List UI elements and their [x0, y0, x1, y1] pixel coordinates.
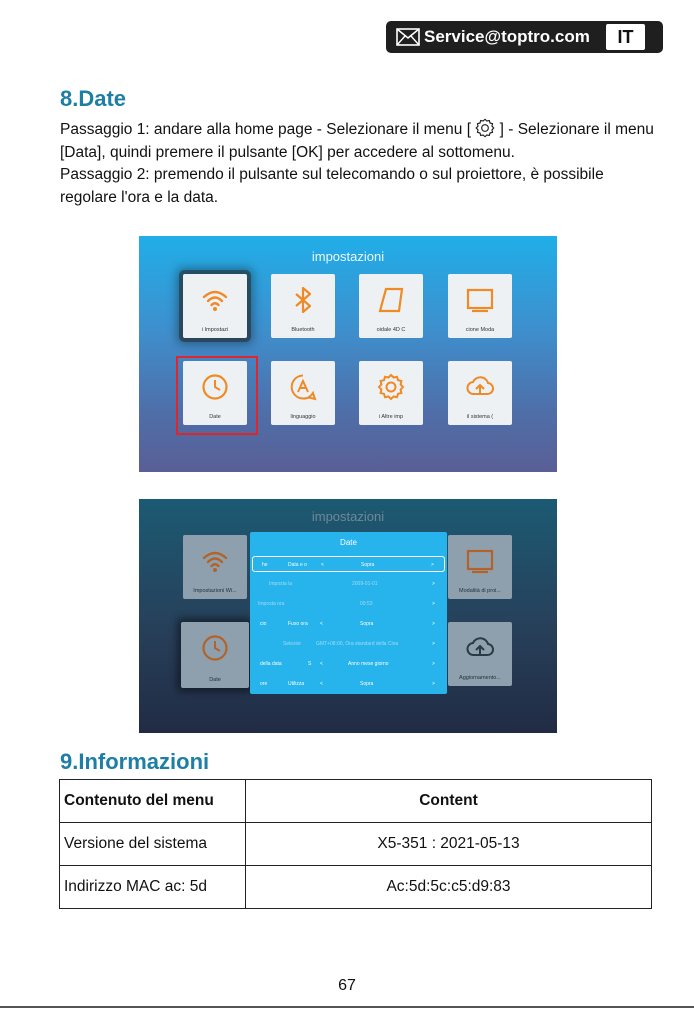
tile-label: i Altre imp — [378, 414, 404, 420]
tile-system-update[interactable] — [448, 361, 512, 425]
tile-label: linguaggio — [290, 414, 316, 420]
chevron-left-icon[interactable]: < — [320, 621, 323, 627]
screen-mode-icon — [466, 547, 494, 575]
dialog-row-auto-timezone[interactable]: cio Fuso ora < Sopra > — [260, 621, 435, 627]
highlight-box — [176, 356, 258, 435]
tile-label: i Impostazi — [201, 327, 229, 333]
dialog-title: Date — [340, 538, 357, 547]
tile-date[interactable] — [181, 622, 249, 688]
table-cell: Indirizzo MAC ac: 5d — [60, 866, 246, 909]
section-title-info: 9.Informazioni — [60, 749, 210, 774]
tile-label: oidale 4D C — [376, 327, 406, 333]
dialog-row-24h-format[interactable]: ore Utilizza < Sopra > — [260, 681, 435, 687]
table-header: Content — [246, 780, 652, 823]
date-settings-screenshot — [139, 499, 557, 733]
page-number: 67 — [338, 977, 356, 994]
wifi-icon — [201, 286, 229, 314]
settings-screenshot — [139, 236, 557, 472]
section-title-date: 8.Date — [60, 86, 127, 111]
tile-label: Modalità di proi... — [459, 588, 501, 594]
tile-projection-mode[interactable] — [448, 274, 512, 338]
chevron-right-icon[interactable]: > — [431, 562, 434, 568]
service-email: Service@toptro.com — [424, 27, 590, 46]
bottom-divider — [0, 1006, 694, 1008]
tile-label: Bluetooth — [291, 327, 315, 333]
table-row — [60, 823, 652, 866]
tile-language[interactable] — [271, 361, 335, 425]
chevron-left-icon[interactable]: < — [320, 681, 323, 687]
table-header: Contenuto del menu — [60, 780, 246, 823]
settings-title: impostazioni — [311, 249, 385, 264]
tile-label: Aggiornamento... — [459, 675, 501, 681]
tile-bluetooth[interactable] — [271, 274, 335, 338]
step2-text: Passaggio 2: premendo il pulsante sul telecomando o sul proiettore, è possibile regolare l'ora e la data. — [60, 166, 604, 206]
info-table — [59, 779, 652, 909]
cloud-update-icon — [466, 634, 494, 662]
dialog-row-set-date[interactable]: Imposta la 2009-01-01 > — [269, 581, 435, 587]
chevron-right-icon[interactable]: > — [432, 641, 435, 647]
language-icon — [289, 373, 317, 401]
section8-instructions — [60, 118, 660, 209]
chevron-right-icon[interactable]: > — [432, 581, 435, 587]
chevron-left-icon[interactable]: < — [321, 562, 324, 568]
tile-wifi-settings[interactable] — [183, 535, 247, 599]
wifi-icon — [201, 547, 229, 575]
gear-icon — [475, 118, 495, 138]
keystone-icon — [377, 286, 405, 314]
dialog-row-auto-date[interactable]: he Data e o < Sopra > — [252, 556, 445, 572]
clock-icon — [201, 634, 229, 662]
settings-title: impostazioni — [311, 509, 385, 524]
dialog-row-select-timezone[interactable]: Selezior GMT+08:00, Ora standard della Cina > — [283, 641, 435, 647]
tile-label: il sistema ( — [466, 414, 494, 420]
table-cell: Versione del sistema — [60, 823, 246, 866]
bluetooth-icon — [289, 286, 317, 314]
dialog-row-date-format[interactable]: della data S < Anno mese giorno > — [260, 661, 435, 667]
tile-other-settings[interactable] — [359, 361, 423, 425]
chevron-right-icon[interactable]: > — [432, 601, 435, 607]
table-header-row — [60, 780, 652, 823]
chevron-left-icon[interactable]: < — [320, 661, 323, 667]
service-badge — [386, 21, 663, 53]
date-dialog — [250, 532, 447, 694]
chevron-right-icon[interactable]: > — [432, 661, 435, 667]
table-row — [60, 866, 652, 909]
tile-label: cione Moda — [465, 327, 495, 333]
table-cell: Ac:5d:5c:c5:d9:83 — [246, 866, 652, 909]
tile-label: Date — [209, 414, 221, 420]
dialog-row-set-time[interactable]: Imposta ora 00:53 > — [258, 601, 435, 607]
tile-label: Date — [209, 677, 221, 683]
mail-icon — [396, 28, 420, 46]
screen-mode-icon — [466, 286, 494, 314]
tile-wifi[interactable] — [183, 274, 247, 338]
language-badge: IT — [604, 22, 647, 52]
step1-text: Passaggio 1: andare alla home page - Selezionare il menu [ ] - Selezionare il menu [Data], quindi premere il pulsante [OK] per accedere al sottomenu. — [60, 118, 660, 164]
chevron-right-icon[interactable]: > — [432, 621, 435, 627]
tile-keystone[interactable] — [359, 274, 423, 338]
chevron-right-icon[interactable]: > — [432, 681, 435, 687]
tile-system-update[interactable] — [448, 622, 512, 686]
tile-projection-mode[interactable] — [448, 535, 512, 599]
table-cell: X5-351 : 2021-05-13 — [246, 823, 652, 866]
tile-label: Impostazioni Wi... — [193, 588, 237, 594]
cloud-update-icon — [466, 373, 494, 401]
settings-gear-icon — [377, 373, 405, 401]
